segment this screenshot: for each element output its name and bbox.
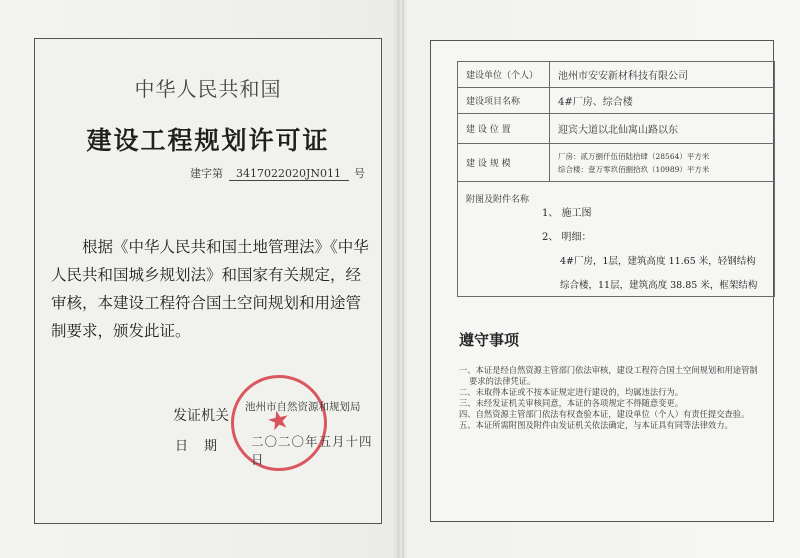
rule-item: 五、本证所需附图及附件由发证机关依法确定，与本证具有同等法律效力。: [459, 420, 733, 430]
attachment-detail: 4#厂房，1层，建筑高度 11.65 米，轻钢结构: [560, 256, 756, 267]
project-info-table: [457, 61, 775, 297]
issue-date: 二〇二〇年五月十四日: [251, 434, 373, 467]
page-fold: [398, 0, 404, 558]
scale-line: 厂房：贰万捌仟伍佰陆拾肆（28564）平方米: [558, 151, 710, 161]
table-row: [458, 88, 774, 114]
rules-list: [459, 365, 759, 431]
row-value: [558, 144, 770, 181]
row-value: 迎宾大道以北仙寓山路以东: [558, 125, 678, 136]
rule-item: 四、自然资源主管部门依法有权查验本证，建设单位（个人）有责任提交查验。: [459, 409, 750, 419]
row-value: 4#厂房、综合楼: [558, 97, 633, 108]
row-label: 建设单位（个人）: [458, 62, 550, 87]
cert-suffix: 号: [354, 167, 365, 180]
attachments-list: [542, 202, 757, 298]
row-label: 建 设 位 置: [458, 114, 550, 143]
row-label: 建设项目名称: [458, 88, 550, 113]
attachment-item: 2、 明细：: [542, 232, 592, 243]
table-row: [458, 114, 774, 144]
left-page-frame: [34, 38, 382, 524]
seal-star-icon: ★: [264, 403, 294, 439]
date-label: 日期: [175, 439, 234, 454]
rule-item: 三、未经发证机关审核同意，本证的各项规定不得随意变更。: [459, 398, 684, 408]
certificate-body: 根据《中华人民共和国土地管理法》《中华人民共和国城乡规划法》和国家有关规定，经审核，本建设工程符合国土空间规划和用途管制要求，颁发此证。: [51, 238, 369, 340]
issuer-label: 发证机关: [173, 408, 229, 424]
table-row: [458, 62, 774, 88]
row-value: 池州市安安新材科技有限公司: [558, 71, 688, 82]
attachment-item: 1、 施工图: [542, 208, 592, 219]
scale-line: 综合楼：壹万零玖佰捌拾玖（10989）平方米: [558, 164, 710, 174]
cert-prefix: 建字第: [190, 167, 223, 180]
attachment-detail: 综合楼，11层，建筑高度 38.85 米，框架结构: [560, 280, 758, 291]
certificate-title: 建设工程规划许可证: [86, 126, 330, 155]
rule-item: 一、本证是经自然资源主管部门依法审核，建设工程符合国土空间规划和用途管制要求的法律凭证。: [459, 365, 758, 386]
rules-title: 遵守事项: [459, 331, 520, 349]
attachments-label: 附图及附件名称: [466, 195, 530, 205]
certificate-number-line: [190, 165, 365, 181]
certificate-number: 3417022020JN011: [229, 167, 349, 181]
rule-item: 二、未取得本证或不按本证规定进行建设的，均属违法行为。: [459, 387, 684, 397]
table-row: [458, 144, 774, 182]
right-page-frame: [430, 40, 774, 522]
row-label: 建 设 规 模: [458, 144, 550, 181]
issuer-name: 池州市自然资源和规划局: [245, 401, 361, 413]
country-name: 中华人民共和国: [134, 77, 282, 101]
